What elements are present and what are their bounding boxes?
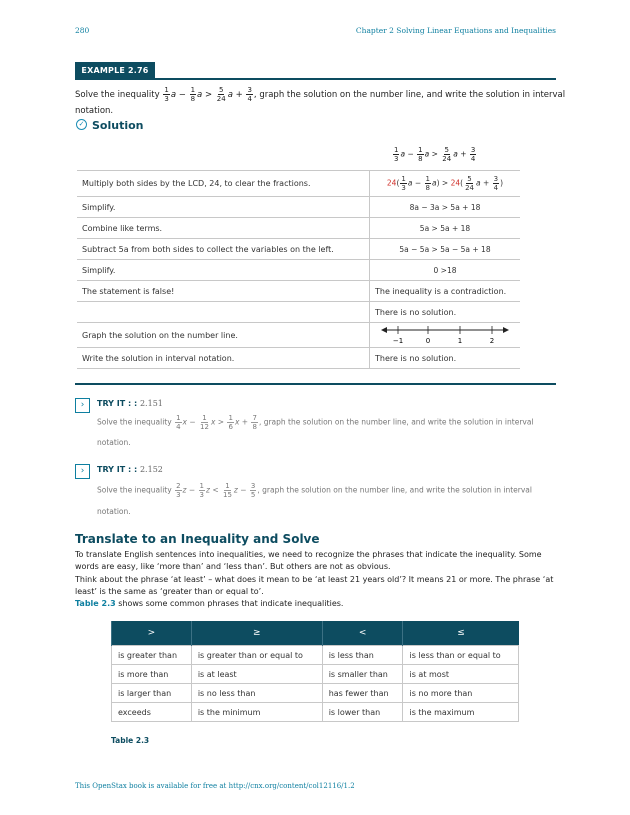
original-inequality: $\frac{1}{3}$ a − $\frac{1}{8}$ a > $\frac{5}{24}$ a + $\frac{3}{4}$ <box>394 146 476 163</box>
table-cell: is no more than <box>403 684 519 703</box>
step-row <box>77 197 520 218</box>
table-cell: is more than <box>112 665 192 684</box>
try-it-label: TRY IT : : 2.152 <box>97 465 163 474</box>
inequality-phrases-table <box>111 621 519 722</box>
chevron-right-icon[interactable]: › <box>75 464 90 479</box>
step-math: 8a − 3a > 5a + 18 <box>370 197 521 218</box>
table-header: > <box>112 621 192 646</box>
number-line <box>380 323 510 345</box>
right-arrow-icon <box>503 327 509 333</box>
table-cell: is the minimum <box>191 703 322 722</box>
step-text: Simplify. <box>77 197 370 218</box>
table-cell: is greater than <box>112 646 192 665</box>
step-text: Write the solution in interval notation. <box>77 348 370 369</box>
table-header: < <box>322 621 403 646</box>
table-cell: is no less than <box>191 684 322 703</box>
step-row <box>77 281 520 302</box>
step-math: 5a − 5a > 5a − 5a + 18 <box>370 239 521 260</box>
tick-label: −1 <box>392 337 404 345</box>
step-text <box>77 302 370 323</box>
tick-label: 0 <box>425 337 431 345</box>
step-math: 24( $\frac{1}{3}$ a − $\frac{1}{8}$ a) > 24( $\frac{5}{24}$ a + $\frac{3}{4}$ ) <box>370 171 521 197</box>
solution-steps-table <box>77 170 520 369</box>
table-cell: is less than <box>322 646 403 665</box>
table-row <box>112 703 519 722</box>
step-row <box>77 260 520 281</box>
example-rule <box>75 78 556 80</box>
table-cell: is at most <box>403 665 519 684</box>
step-row <box>77 302 520 323</box>
table-cell: exceeds <box>112 703 192 722</box>
step-text: Simplify. <box>77 260 370 281</box>
check-circle-icon: ✓ <box>76 119 87 130</box>
step-text: The statement is false! <box>77 281 370 302</box>
table-header-row <box>112 621 519 646</box>
section-rule <box>75 383 556 385</box>
table-cell: is smaller than <box>322 665 403 684</box>
tick-label: 1 <box>457 337 463 345</box>
solution-title: Solution <box>92 119 144 132</box>
page-number: 280 <box>75 26 90 35</box>
tick-label: 2 <box>489 337 495 345</box>
table-row <box>112 646 519 665</box>
try-it-text-wrap: notation. <box>97 438 131 447</box>
table-link[interactable]: Table 2.3 <box>75 599 116 608</box>
try-it-text: Solve the inequality $\frac{2}{3}$ z − $\frac{1}{3}$ z < $\frac{1}{15}$ z − $\frac{3}{5}$ , graph the solution on the number line, and write the solution in interval <box>97 482 532 499</box>
step-math: There is no solution. <box>370 302 521 323</box>
table-header: ≥ <box>191 621 322 646</box>
step-math: There is no solution. <box>370 348 521 369</box>
step-math: 0 >18 <box>370 260 521 281</box>
section-title: Translate to an Inequality and Solve <box>75 532 320 546</box>
table-row <box>112 665 519 684</box>
number-line-cell <box>370 323 521 348</box>
try-it-text-wrap: notation. <box>97 507 131 516</box>
try-it-label: TRY IT : : 2.151 <box>97 399 163 408</box>
paragraph: To translate English sentences into inequalities, we need to recognize the phrases that indicate the inequality. Some words are easy, like ‘more than’ and ‘less than’. But others are not as obvious. <box>75 550 542 571</box>
table-cell: is less than or equal to <box>403 646 519 665</box>
example-prompt: Solve the inequality $\frac{1}{3}$ a − $\frac{1}{8}$ a > $\frac{5}{24}$ a + $\frac{3}{4}$ , graph the solution on the number line, and write the solution in interval <box>75 86 566 103</box>
paragraph: Think about the phrase ‘at least’ – what does it mean to be ‘at least 21 years old’? It means 21 or more. The phrase ‘at least’ is the same as ‘greater than or equal to’. <box>75 575 554 596</box>
table-cell: is at least <box>191 665 322 684</box>
chevron-right-icon[interactable]: › <box>75 398 90 413</box>
table-row <box>112 684 519 703</box>
example-prompt-wrap: notation. <box>75 106 114 116</box>
step-math: The inequality is a contradiction. <box>370 281 521 302</box>
step-row <box>77 171 520 197</box>
table-cell: has fewer than <box>322 684 403 703</box>
table-header: ≤ <box>403 621 519 646</box>
table-cell: is greater than or equal to <box>191 646 322 665</box>
example-label: EXAMPLE 2.76 <box>75 62 155 79</box>
table-cell: is larger than <box>112 684 192 703</box>
step-math: 5a > 5a + 18 <box>370 218 521 239</box>
left-arrow-icon <box>381 327 387 333</box>
table-caption: Table 2.3 <box>111 736 150 745</box>
step-text: Graph the solution on the number line. <box>77 323 370 348</box>
step-row <box>77 239 520 260</box>
step-row <box>77 323 520 348</box>
table-cell: is lower than <box>322 703 403 722</box>
step-text: Subtract 5a from both sides to collect the variables on the left. <box>77 239 370 260</box>
paragraph: Table 2.3 shows some common phrases that indicate inequalities. <box>75 599 344 608</box>
step-text: Combine like terms. <box>77 218 370 239</box>
table-cell: is the maximum <box>403 703 519 722</box>
step-row <box>77 218 520 239</box>
step-row <box>77 348 520 369</box>
footer-note: This OpenStax book is available for free at http://cnx.org/content/col12116/1.2 <box>75 782 355 790</box>
step-text: Multiply both sides by the LCD, 24, to clear the fractions. <box>77 171 370 197</box>
try-it-text: Solve the inequality $\frac{1}{4}$ x − $\frac{1}{12}$ x > $\frac{1}{6}$ x + $\frac{7}{8}$ , graph the solution on the number line, and write the solution in interval <box>97 414 534 431</box>
chapter-title: Chapter 2 Solving Linear Equations and Inequalities <box>355 26 556 35</box>
